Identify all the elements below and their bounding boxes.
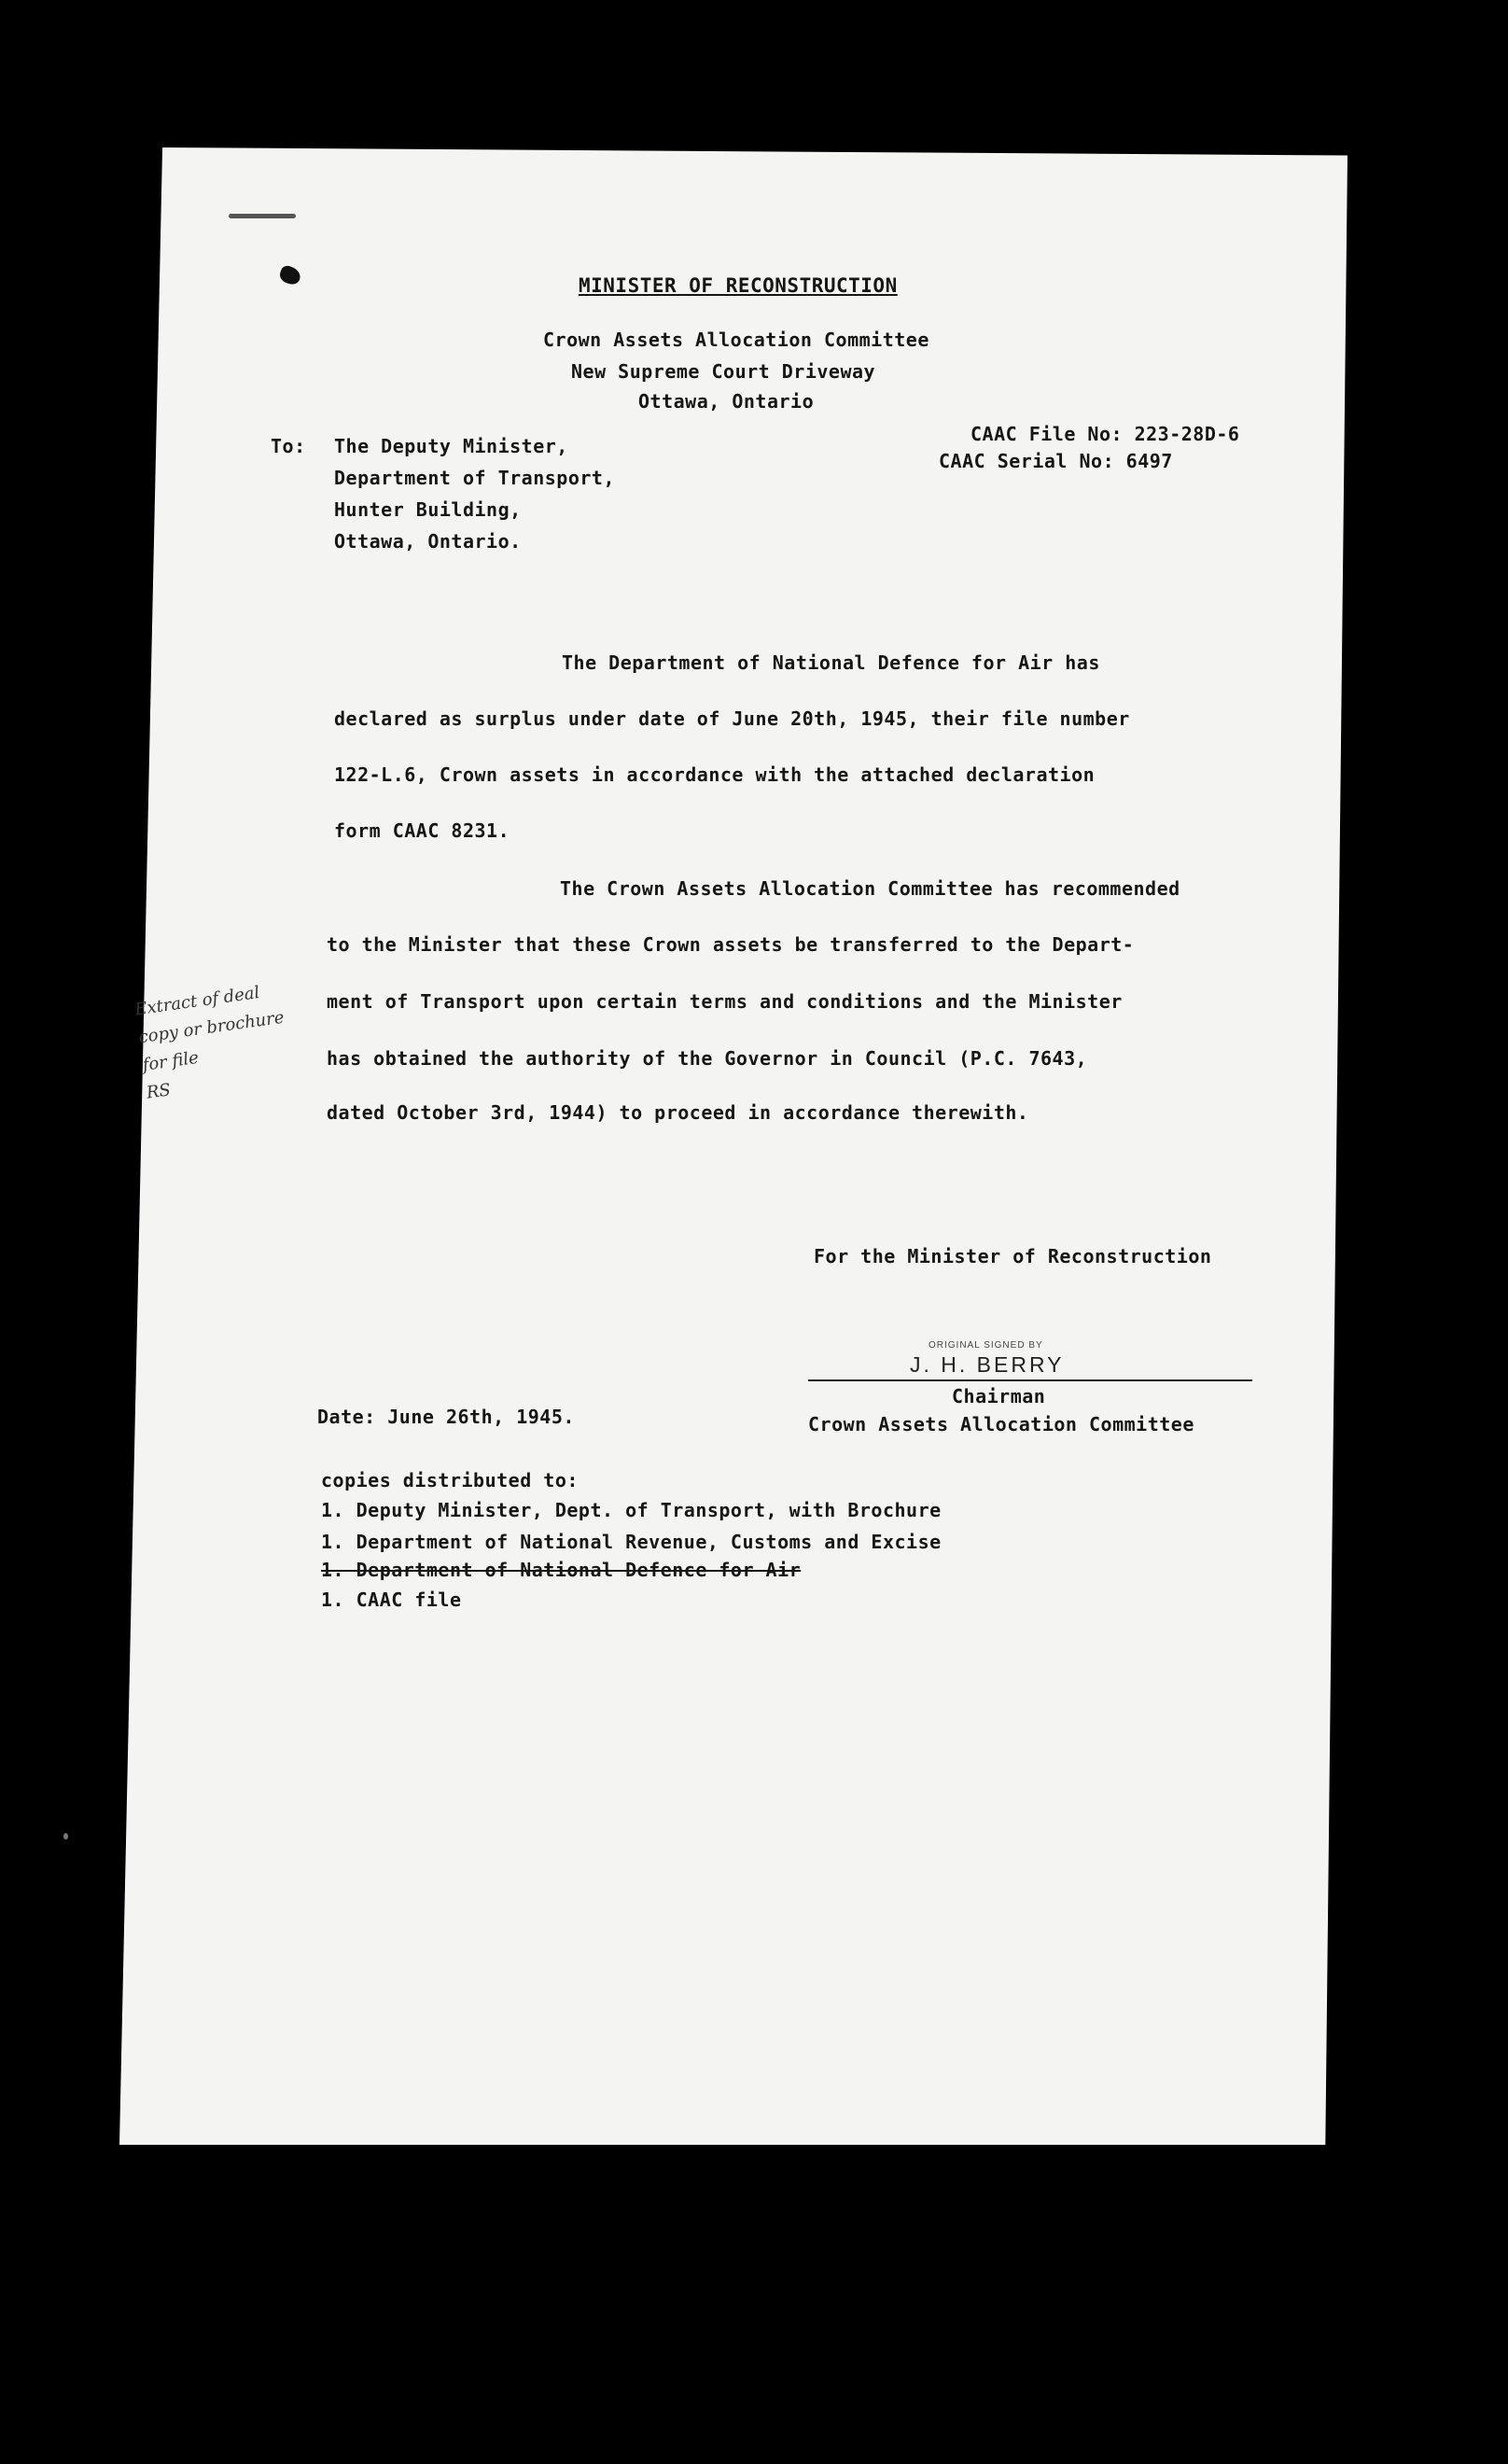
- body-paragraph-1-line: form CAAC 8231.: [334, 819, 510, 842]
- letter-date: Date: June 26th, 1945.: [317, 1406, 575, 1428]
- body-paragraph-2-line: dated October 3rd, 1944) to proceed in accordance therewith.: [327, 1101, 1029, 1124]
- recipient-line: Department of Transport,: [334, 467, 615, 489]
- recipient-line: Ottawa, Ontario.: [334, 530, 522, 553]
- body-paragraph-1-line: declared as surplus under date of June 20th, 1945, their file number: [334, 707, 1130, 730]
- signature-line: [808, 1379, 1252, 1381]
- ink-mark: [229, 214, 296, 218]
- distribution-item: 1. Department of National Revenue, Customs and Excise: [321, 1531, 942, 1553]
- letterhead-title: MINISTER OF RECONSTRUCTION: [579, 274, 898, 297]
- handwritten-margin-note: Extract of deal copy or brochure for file RS: [133, 983, 286, 1103]
- signer-name: J. H. BERRY: [910, 1352, 1065, 1377]
- body-paragraph-2-line: The Crown Assets Allocation Committee has recommended: [560, 877, 1180, 900]
- distribution-heading: copies distributed to:: [321, 1469, 579, 1491]
- body-paragraph-2-line: ment of Transport upon certain terms and conditions and the Minister: [327, 990, 1123, 1013]
- for-minister-line: For the Minister of Reconstruction: [814, 1245, 1212, 1267]
- distribution-item: 1. Department of National Defence for Air: [321, 1559, 802, 1581]
- body-paragraph-1-line: 122-L.6, Crown assets in accordance with the attached declaration: [334, 763, 1096, 786]
- file-number: CAAC File No: 223-28D-6: [970, 423, 1240, 445]
- signer-title: Chairman: [952, 1385, 1046, 1407]
- signer-committee: Crown Assets Allocation Committee: [808, 1413, 1194, 1435]
- distribution-item: 1. Deputy Minister, Dept. of Transport, with Brochure: [321, 1499, 942, 1521]
- serial-number: CAAC Serial No: 6497: [939, 450, 1173, 472]
- letterhead-city: Ottawa, Ontario: [638, 390, 815, 413]
- original-signed-stamp: ORIGINAL SIGNED BY: [929, 1340, 1043, 1351]
- to-label: To:: [271, 435, 306, 457]
- body-paragraph-2-line: to the Minister that these Crown assets be transferred to the Depart-: [327, 933, 1135, 956]
- film-speck: [63, 1833, 68, 1840]
- distribution-item: 1. CAAC file: [321, 1589, 462, 1611]
- recipient-line: Hunter Building,: [334, 498, 522, 521]
- recipient-line: The Deputy Minister,: [334, 435, 568, 457]
- body-paragraph-2-line: has obtained the authority of the Governor in Council (P.C. 7643,: [327, 1047, 1088, 1070]
- letterhead-organization: Crown Assets Allocation Committee: [543, 329, 929, 351]
- letterhead-address: New Supreme Court Driveway: [571, 360, 876, 383]
- body-paragraph-1-line: The Department of National Defence for Air has: [562, 651, 1100, 674]
